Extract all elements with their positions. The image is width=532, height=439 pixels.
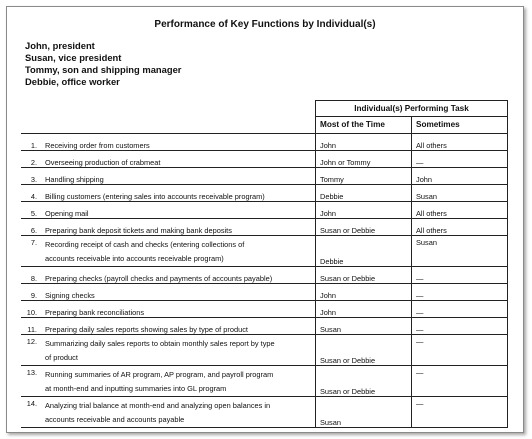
cell-most-of-the-time: John or Tommy: [316, 150, 412, 167]
row-number: 2.: [21, 150, 41, 167]
cell-sometimes: —: [412, 300, 508, 317]
table-row: [21, 167, 508, 184]
table-row: [21, 266, 508, 283]
task-description-line: Recording receipt of cash and checks (entering collections of: [45, 239, 245, 249]
task-description-line: at month-end and inputting summaries into GL program: [45, 383, 227, 393]
row-number: 12.: [21, 334, 41, 365]
cell-most-of-the-time: John: [316, 283, 412, 300]
cell-most-of-the-time: Susan: [316, 396, 412, 427]
cell-sometimes: All others: [412, 218, 508, 235]
cell-most-of-the-time: Susan or Debbie: [316, 334, 412, 365]
row-number: 1.: [21, 133, 41, 150]
cell-sometimes: John: [412, 167, 508, 184]
row-number: 7.: [21, 235, 41, 266]
group-header: Individual(s) Performing Task: [316, 101, 508, 117]
row-number: 4.: [21, 184, 41, 201]
cell-most-of-the-time: Debbie: [316, 184, 412, 201]
cell-sometimes: —: [412, 150, 508, 167]
table-row: [21, 396, 508, 427]
table-row: [21, 317, 508, 334]
table-row: [21, 201, 508, 218]
cell-most-of-the-time: Susan or Debbie: [316, 266, 412, 283]
person-entry: Susan, vice president: [25, 52, 122, 63]
cell-most-of-the-time: Susan: [316, 317, 412, 334]
task-description: Handling shipping: [41, 167, 316, 184]
task-description-line: Summarizing daily sales reports to obtain monthly sales report by type: [45, 338, 275, 348]
table-row: [21, 133, 508, 150]
cell-most-of-the-time: Tommy: [316, 167, 412, 184]
cell-sometimes: —: [412, 365, 508, 396]
cell-sometimes: —: [412, 334, 508, 365]
column-header-most: Most of the Time: [316, 117, 412, 134]
document-title: Performance of Key Functions by Individual(s): [154, 19, 376, 30]
task-description: Billing customers (entering sales into accounts receivable program): [41, 184, 316, 201]
task-description: Preparing bank reconciliations: [41, 300, 316, 317]
table-row: [21, 150, 508, 167]
row-number: 3.: [21, 167, 41, 184]
table-group-header-row: [21, 101, 508, 117]
row-number: 6.: [21, 218, 41, 235]
row-number: 14.: [21, 396, 41, 427]
person-entry: John, president: [25, 40, 95, 51]
cell-most-of-the-time: Susan or Debbie: [316, 218, 412, 235]
cell-sometimes: —: [412, 266, 508, 283]
row-number: 10.: [21, 300, 41, 317]
table-row: [21, 334, 508, 365]
tasks-table: [21, 100, 508, 428]
table-row: [21, 218, 508, 235]
table-row: [21, 365, 508, 396]
document-frame: [6, 6, 524, 433]
cell-sometimes: —: [412, 317, 508, 334]
task-description-line: accounts receivable and accounts payable: [45, 414, 185, 424]
task-description: [41, 235, 316, 266]
task-description: Preparing daily sales reports showing sales by type of product: [41, 317, 316, 334]
cell-most-of-the-time: Debbie: [316, 235, 412, 266]
task-description-line: accounts receivable into accounts receivable program): [45, 253, 224, 263]
task-description: Signing checks: [41, 283, 316, 300]
cell-sometimes: —: [412, 283, 508, 300]
task-description: Overseeing production of crabmeat: [41, 150, 316, 167]
row-number: 8.: [21, 266, 41, 283]
task-description: Opening mail: [41, 201, 316, 218]
people-list: [25, 40, 181, 88]
task-description-line: Running summaries of AR program, AP program, and payroll program: [45, 369, 274, 379]
cell-sometimes: All others: [412, 133, 508, 150]
row-number: 13.: [21, 365, 41, 396]
cell-sometimes: Susan: [412, 184, 508, 201]
cell-most-of-the-time: John: [316, 201, 412, 218]
cell-sometimes: —: [412, 396, 508, 427]
column-header-sometimes: Sometimes: [412, 117, 508, 134]
cell-sometimes: All others: [412, 201, 508, 218]
person-entry: Debbie, office worker: [25, 76, 120, 87]
table-row: [21, 184, 508, 201]
cell-most-of-the-time: John: [316, 300, 412, 317]
task-description: [41, 396, 316, 427]
task-description: Receiving order from customers: [41, 133, 316, 150]
task-description: Preparing checks (payroll checks and payments of accounts payable): [41, 266, 316, 283]
task-description-line: Analyzing trial balance at month-end and analyzing open balances in: [45, 400, 271, 410]
cell-most-of-the-time: Susan or Debbie: [316, 365, 412, 396]
task-description: [41, 365, 316, 396]
cell-most-of-the-time: John: [316, 133, 412, 150]
table-row: [21, 300, 508, 317]
row-number: 9.: [21, 283, 41, 300]
task-description: [41, 334, 316, 365]
table-row: [21, 235, 508, 266]
row-number: 11.: [21, 317, 41, 334]
task-description-line: of product: [45, 352, 78, 362]
task-description: Preparing bank deposit tickets and making bank deposits: [41, 218, 316, 235]
person-entry: Tommy, son and shipping manager: [25, 64, 182, 75]
table-column-header-row: [21, 117, 508, 134]
table-row: [21, 283, 508, 300]
cell-sometimes: Susan: [412, 235, 508, 266]
row-number: 5.: [21, 201, 41, 218]
